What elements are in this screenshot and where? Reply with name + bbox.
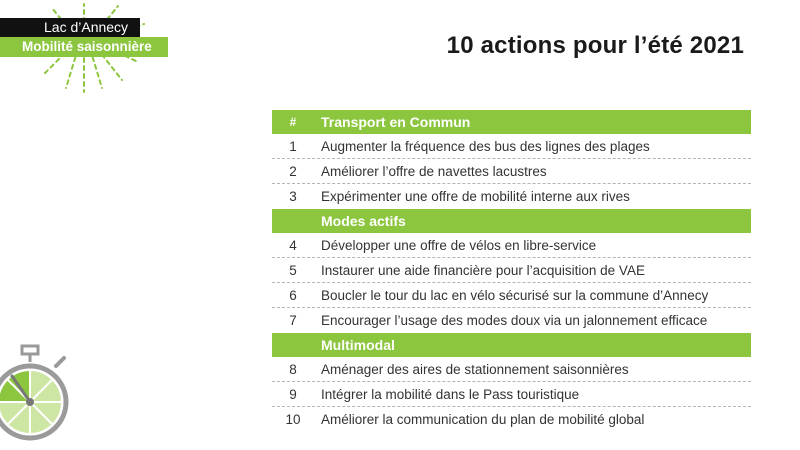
table-row: [272, 134, 751, 159]
row-text: Instaurer une aide financière pour l’acquisition de VAE: [321, 262, 645, 278]
row-text: Boucler le tour du lac en vélo sécurisé sur la commune d’Annecy: [321, 287, 709, 303]
row-number: 5: [289, 262, 297, 278]
row-text: Augmenter la fréquence des bus des lignes des plages: [321, 138, 650, 154]
table-row: [272, 233, 751, 258]
table-row: [272, 357, 751, 382]
table-row: [272, 283, 751, 308]
table-row: [272, 258, 751, 283]
row-number: 8: [289, 361, 297, 377]
section-header: [272, 333, 751, 357]
section-header: [272, 110, 751, 134]
row-number: 4: [289, 237, 297, 253]
row-number: 1: [289, 138, 297, 154]
row-number: 10: [285, 412, 301, 427]
table-row: [272, 159, 751, 184]
section-label: Multimodal: [321, 337, 395, 353]
section-label: Transport en Commun: [321, 114, 471, 130]
section-label: Modes actifs: [321, 213, 406, 229]
row-number: 2: [289, 163, 297, 179]
actions-table: [272, 110, 751, 432]
row-number: 7: [289, 313, 297, 328]
row-text: Expérimenter une offre de mobilité interne aux rives: [321, 189, 630, 204]
row-number: 3: [289, 189, 297, 204]
header-tag-theme: Mobilité saisonnière: [0, 37, 168, 57]
row-text: Améliorer l’offre de navettes lacustres: [321, 163, 547, 179]
row-number: 6: [289, 287, 297, 303]
row-text: Développer une offre de vélos en libre-service: [321, 237, 597, 253]
row-number: 9: [289, 386, 297, 402]
table-row: [272, 407, 751, 432]
table-row: [272, 382, 751, 407]
row-text: Encourager l’usage des modes doux via un jalonnement efficace: [321, 313, 708, 328]
section-header: [272, 209, 751, 233]
header-tag-location: Lac d’Annecy: [0, 18, 140, 37]
row-text: Intégrer la mobilité dans le Pass touristique: [321, 386, 580, 402]
page-title: 10 actions pour l’été 2021: [446, 32, 744, 59]
table-row: [272, 308, 751, 333]
row-text: Améliorer la communication du plan de mobilité global: [321, 412, 645, 427]
table-row: [272, 184, 751, 209]
stopwatch-icon: [0, 340, 78, 448]
row-text: Aménager des aires de stationnement saisonnières: [321, 361, 629, 377]
section-number: #: [289, 115, 297, 129]
